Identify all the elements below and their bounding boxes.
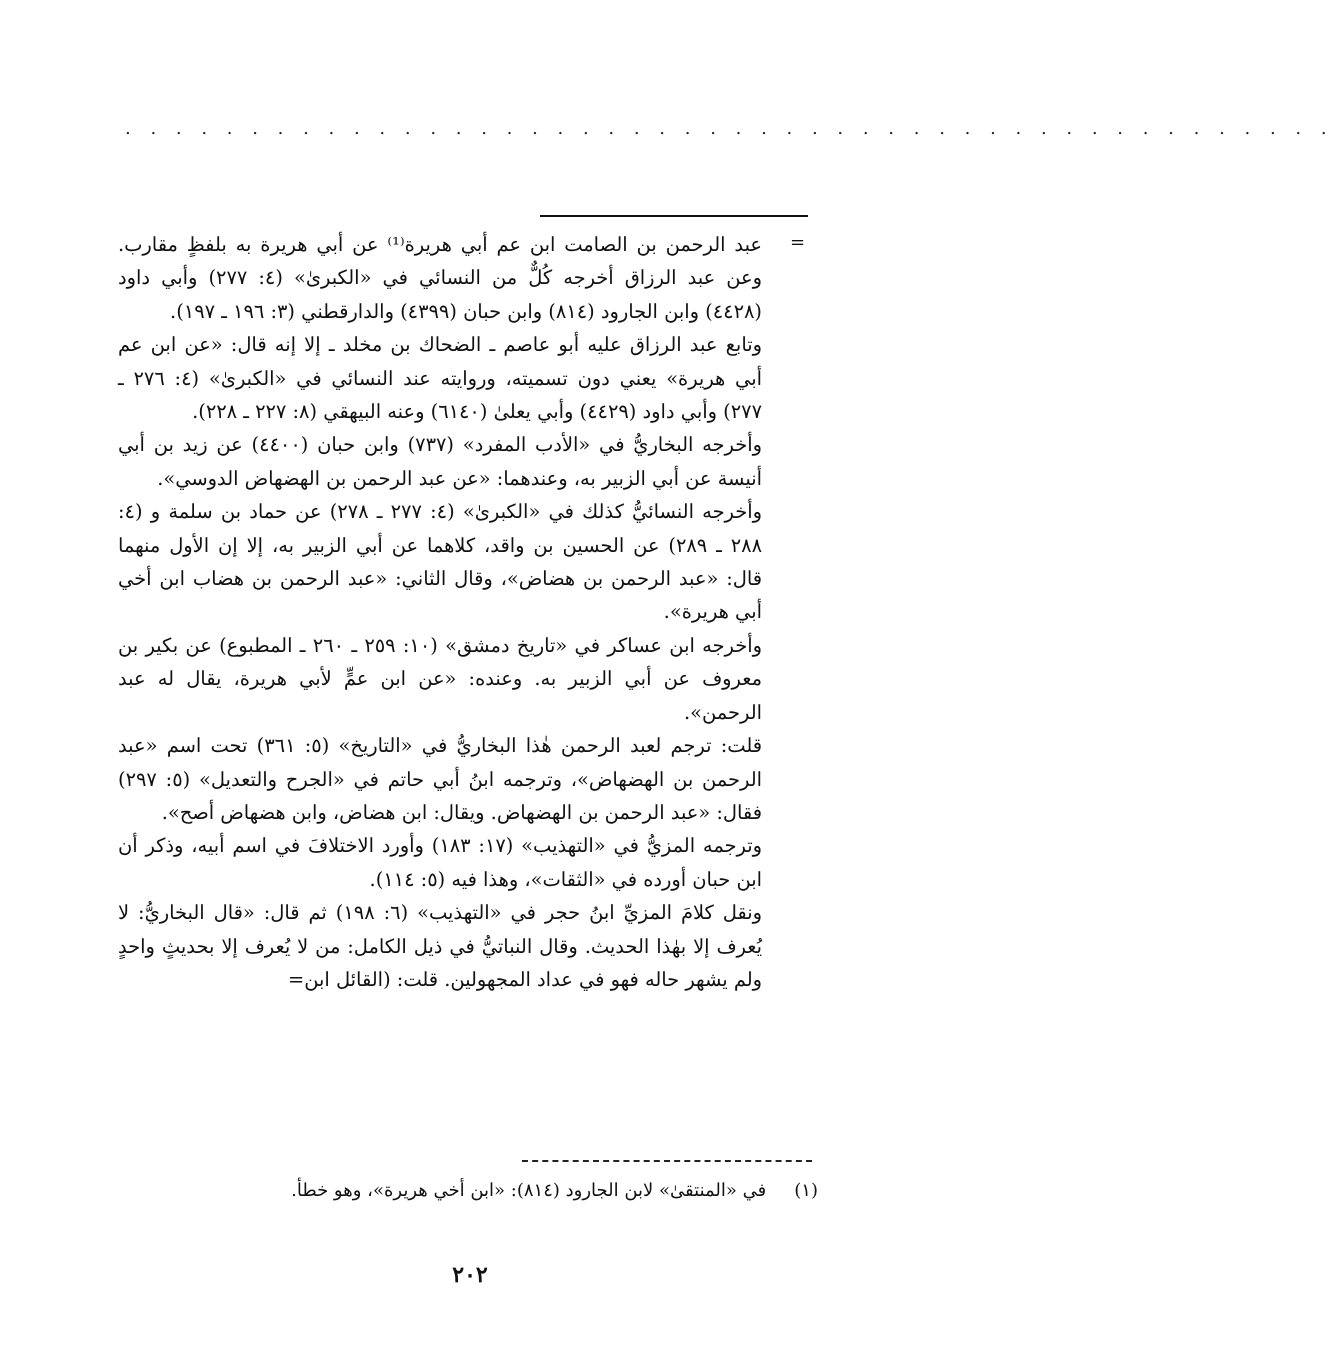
paragraph: وأخرجه النسائيُّ كذلك في «الكبرىٰ» (٤: ٢٧٧ ـ ٢٧٨) عن حماد بن سلمة و (٤: ٢٨٨ ـ ٢٨٩) عن الحسين بن واقد، كلاهما عن أبي الزبير به، إلا إن الأول منهما قال: «عبد الرحمن بن هضاض»، وقال الثاني: «عبد الرحمن بن هضاب ابن أخي أبي هريرة». xyxy=(118,500,763,624)
paragraph: عبد الرحمن بن الصامت ابن عم أبي هريرة⁽¹⁾ عن أبي هريرة به بلفظٍ مقارب. وعن عبد الرزاق أخرجه كُلٌّ من النسائي في «الكبرىٰ» (٤: ٢٧٧) وأبي داود (٤٤٢٨) وابن الجارود (٨١٤) وابن حبان (٤٣٩٩) والدارقطني (٣: ١٩٦ ـ ١٩٧). xyxy=(118,233,762,323)
top-rule xyxy=(540,215,808,217)
footnote-rule xyxy=(522,1160,812,1162)
paragraph: وترجمه المزيُّ في «التهذيب» (١٧: ١٨٣) وأورد الاختلافَ في اسم أبيه، وذكر أن ابن حبان أورده في «الثقات»، وهذا فيه (٥: ١١٤). xyxy=(118,834,762,891)
footnote xyxy=(200,1176,818,1206)
footnote-number: (١) xyxy=(794,1180,818,1201)
paragraph: وتابع عبد الرزاق عليه أبو عاصم ـ الضحاك بن مخلد ـ إلا إنه قال: «عن ابن عم أبي هريرة» يعني دون تسميته، وروايته عند النسائي في «الكبرىٰ» (٤: ٢٧٦ ـ ٢٧٧) وأبي داود (٤٤٢٩) وأبي يعلىٰ (٦١٤٠) وعنه البيهقي (٨: ٢٢٧ ـ ٢٢٨). xyxy=(118,333,762,424)
paragraph: قلت: ترجم لعبد الرحمن هٰذا البخاريُّ في «التاريخ» (٥: ٣٦١) تحت اسم «عبد الرحمن بن الهضهاض»، وترجمه ابنُ أبي حاتم في «الجرح والتعديل» (٥: ٢٩٧) فقال: «عبد الرحمن بن الهضهاض. ويقال: ابن هضاض، وابن هضهاض أصح». xyxy=(118,734,763,824)
page-number: ٢٠٢ xyxy=(452,1262,488,1288)
paragraph: وأخرجه البخاريُّ في «الأدب المفرد» (٧٣٧) وابن حبان (٤٤٠٠) عن زيد بن أبي أنيسة عن أبي الزبير به، وعندهما: «عن عبد الرحمن بن الهضهاض الدوسي». xyxy=(118,433,762,490)
main-text-body xyxy=(118,228,762,1148)
paragraph: ونقل كلامَ المزيِّ ابنُ حجر في «التهذيب» (٦: ١٩٨) ثم قال: «قال البخاريُّ: لا يُعرف إلا بهٰذا الحديث. وقال النباتيُّ في ذيل الكامل: من لا يُعرف إلا بحديثٍ واحدٍ ولم يشهر حاله فهو في عداد المجهولين. قلت: (القائل ابن= xyxy=(118,901,762,991)
continuation-mark: = xyxy=(790,232,806,253)
dotted-separator: . . . . . . . . . . . . . . . . . . . . . . . . . . . . . . . . . . . . . . . . . . . . . . . . xyxy=(125,118,1334,139)
footnote-text: في «المنتقىٰ» لابن الجارود (٨١٤): «ابن أخي هريرة»، وهو خطأ. xyxy=(291,1180,767,1201)
paragraph: وأخرجه ابن عساكر في «تاريخ دمشق» (١٠: ٢٥٩ ـ ٢٦٠ ـ المطبوع) عن بكير بن معروف عن أبي الزبير به. وعنده: «عن ابن عمٍّ لأبي هريرة، يقال له عبد الرحمن». xyxy=(118,633,762,724)
